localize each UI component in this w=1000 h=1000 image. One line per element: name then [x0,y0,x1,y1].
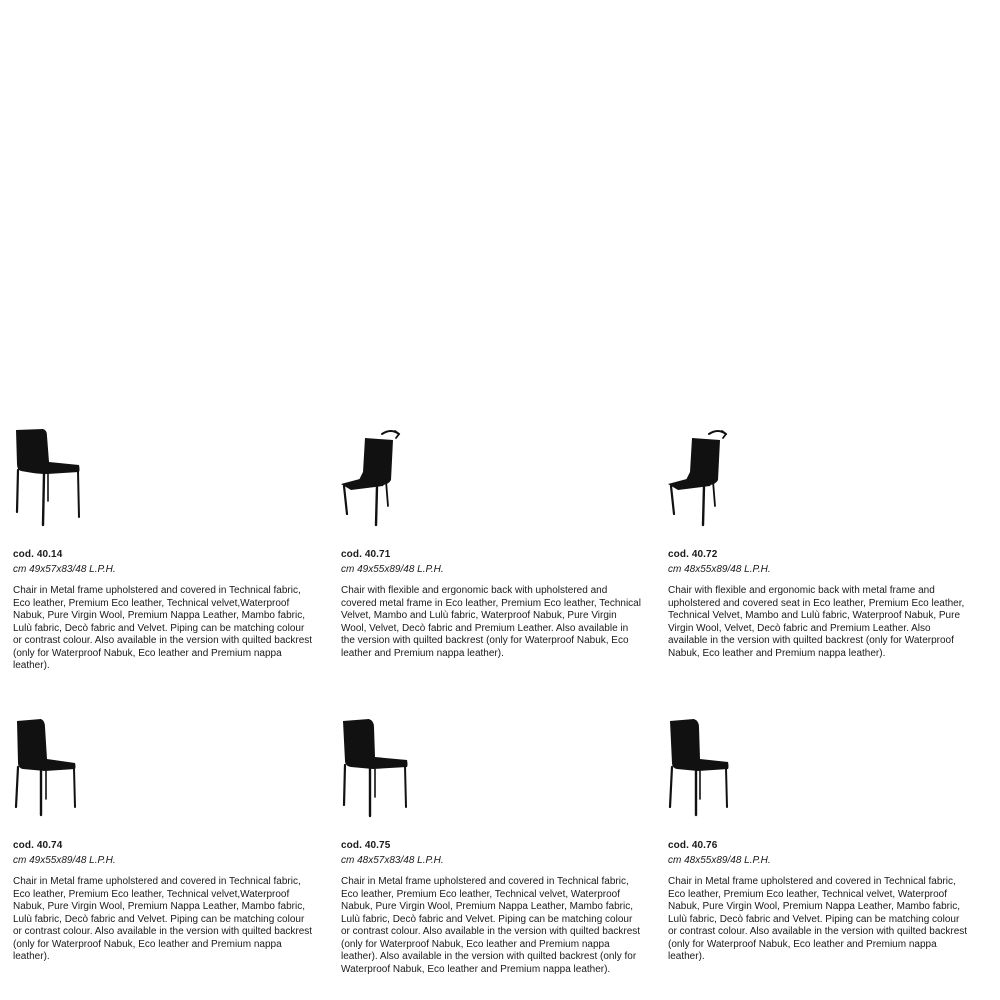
chair-flexible-back-icon [341,428,421,528]
product-description: Chair with flexible and ergonomic back with metal frame and upholstered and covered seat in Eco leather, Premium Eco leather, Technical Velvet, Mambo and Lulù fabric, Waterproof Nabuk, Pure Virgin Wool, Velvet, Decò fabric and Premium Leather. Also available in the version with quilted backrest (only for Waterproof Nabuk, Eco leather and Premium nappa leather). [668,585,965,659]
chair-side-icon [668,719,748,819]
product-code: cod. 40.71 [341,549,391,560]
product-description: Chair in Metal frame upholstered and covered in Technical fabric, Eco leather, Premium Eco leather, Technical velvet, Waterproof Nabuk, Pure Virgin Wool, Premium Nappa Leather, Mambo fabric, Lulù fabric, Decò fabric and Velvet. Piping can be matching colour or contrast colour. Also available in the version with quilted backrest (only for Waterproof Nabuk, Eco leather and Premium nappa leather). [668,876,968,962]
product-description: Chair with flexible and ergonomic back with upholstered and covered metal frame in Eco leather, Premium Eco leather, Technical Velvet, Mambo and Lulù fabric, Waterproof Nabuk, Pure Virgin Wool, Velvet, Decò fabric and Premium Leather. Also available in the version with quilted backrest (only for Waterproof Nabuk, Eco leather and Premium nappa leather). [341,585,641,659]
product-description: Chair in Metal frame upholstered and covered in Technical fabric, Eco leather, Premium Eco leather, Technical velvet,Waterproof Nabuk, Pure Virgin Wool, Premium Nappa Leather, Mambo fabric, Lulù fabric, Decò fabric and Velvet. Piping can be matching colour or contrast colour. Also available in the version with quilted backrest (only for Waterproof Nabuk, Eco leather and Premium nappa leather). [13,585,313,671]
chair-side-icon [13,719,93,819]
product-code: cod. 40.72 [668,549,718,560]
product-code: cod. 40.76 [668,840,718,851]
product-dimensions: cm 49x57x83/48 L.P.H. [13,564,116,575]
product-code: cod. 40.14 [13,549,63,560]
product-dimensions: cm 49x55x89/48 L.P.H. [341,564,444,575]
product-dimensions: cm 48x55x89/48 L.P.H. [668,564,771,575]
product-description: Chair in Metal frame upholstered and covered in Technical fabric, Eco leather, Premium Eco leather, Technical velvet, Waterproof Nabuk, Pure Virgin Wool, Premium Nappa Leather, Mambo fabric, Lulù fabric, Decò fabric and Velvet. Piping can be matching colour or contrast colour. Also available in the version with quilted backrest (only for Waterproof Nabuk, Eco leather and Premium nappa leather). Also available in the version with quilted backrest (only for Waterproof Nabuk, Eco leather and Premium nappa leather). [341,876,641,975]
product-dimensions: cm 49x55x89/48 L.P.H. [13,855,116,866]
chair-side-icon [13,428,93,528]
chair-side-icon [341,719,421,819]
chair-flexible-back-icon [668,428,748,528]
product-description: Chair in Metal frame upholstered and covered in Technical fabric, Eco leather, Premium Eco leather, Technical velvet,Waterproof Nabuk, Pure Virgin Wool, Premium Nappa Leather, Mambo fabric, Lulù fabric, Decò fabric and Velvet. Piping can be matching colour or contrast colour. Also available in the version with quilted backrest (only for Waterproof Nabuk, Eco leather and Premium nappa leather). [13,876,313,962]
product-code: cod. 40.74 [13,840,63,851]
product-dimensions: cm 48x55x89/48 L.P.H. [668,855,771,866]
product-code: cod. 40.75 [341,840,391,851]
product-dimensions: cm 48x57x83/48 L.P.H. [341,855,444,866]
